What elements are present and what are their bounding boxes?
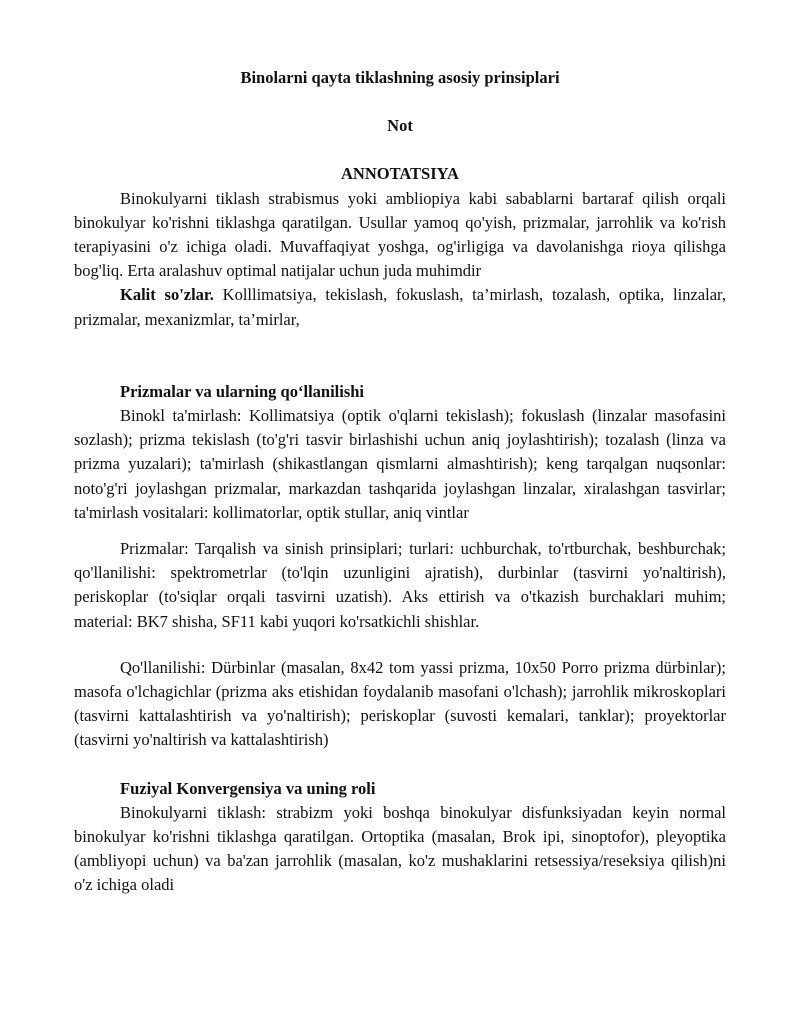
paragraph-prisms: Prizmalar: Tarqalish va sinish prinsiplari; turlari: uchburchak, to'rtburchak, beshburchak; qo'llanilishi: spektrometrlar (to'lqin uzunligini ajratish), durbinlar (tasvirni yo'naltirish), periskoplar (to'siqlar orqali tasvirni uzatish). Aks ettirish va o'tkazish burchaklari muhim; material: BK7 shisha, SF11 kabi yuqori ko'rsatkichli shishlar. bbox=[74, 539, 726, 631]
section-heading-fusional-convergence: Fuziyal Konvergensiya va uning roli bbox=[120, 778, 376, 798]
annotation-paragraph: Binokulyarni tiklash strabismus yoki ambliopiya kabi sabablarni bartaraf qilish orqali binokulyar ko'rishni tiklashga qaratilgan. Usullar yamoq qo'yish, prizmalar, jarrohlik va ko'rish terapiyasini o'z ichiga oladi. Muvaffaqiyat yoshga, og'irligiga va davolanishga rioya qilishga bog'liq. Erta aralashuv optimal natijalar uchun juda muhimdir bbox=[74, 188, 726, 281]
paragraph-applications: Qo'llanilishi: Dürbinlar (masalan, 8x42 tom yassi prizma, 10x50 Porro prizma dürbinlar); masofa o'lchagichlar (prizma aks etishidan foydalanib masofani o'lchash); jarrohlik mikroskoplari (tasvirni kattalashtirish va yo'naltirish); periskoplar (suvosti kemalari, tanklar); proyektorlar (tasvirni yo'naltirish va kattalashtirish) bbox=[74, 657, 726, 750]
document-title: Binolarni qayta tiklashning asosiy prinsiplari bbox=[240, 68, 560, 87]
keywords-label: Kalit so'zlar. bbox=[120, 285, 214, 305]
author-name: Not bbox=[387, 116, 413, 136]
keywords-paragraph bbox=[74, 283, 726, 331]
annotation-heading: ANNOTATSIYA bbox=[341, 164, 459, 184]
keywords-text: Kolllimatsiya, tekislash, fokuslash, ta’mirlash, tozalash, optika, linzalar, prizmalar, mexanizmlar, ta’mirlar, bbox=[74, 285, 726, 329]
paragraph-binocular-repair: Binokl ta'mirlash: Kollimatsiya (optik o'qlarni tekislash); fokuslash (linzalar masofasini sozlash); prizma tekislash (to'g'ri tasvir birlashishi uchun aniq joylashtirish); tozalash (linza va prizma yuzalari); ta'mirlash (shikastlangan qismlarni almashtirish); keng tarqalgan nuqsonlar: noto'g'ri joylashgan prizmalar, markazdan tashqarida joylashgan linzalar, xiralashgan tasvirlar; ta'mirlash vositalari: kollimatorlar, optik stullar, aniq vintlar bbox=[74, 406, 726, 522]
section-heading-prisms: Prizmalar va ularning qo‘llanilishi bbox=[120, 381, 365, 401]
paragraph-binocular-restoration: Binokulyarni tiklash: strabizm yoki boshqa binokulyar disfunksiyadan keyin normal binokulyar ko'rishni tiklashga qaratilgan. Ortoptika (masalan, Brok ipi, sinoptofor), pleyoptika (ambliyopi uchun) va ba'zan jarrohlik (masalan, ko'z mushaklarini retsessiya/reseksiya qilish)ni o'z ichiga oladi bbox=[74, 802, 726, 895]
